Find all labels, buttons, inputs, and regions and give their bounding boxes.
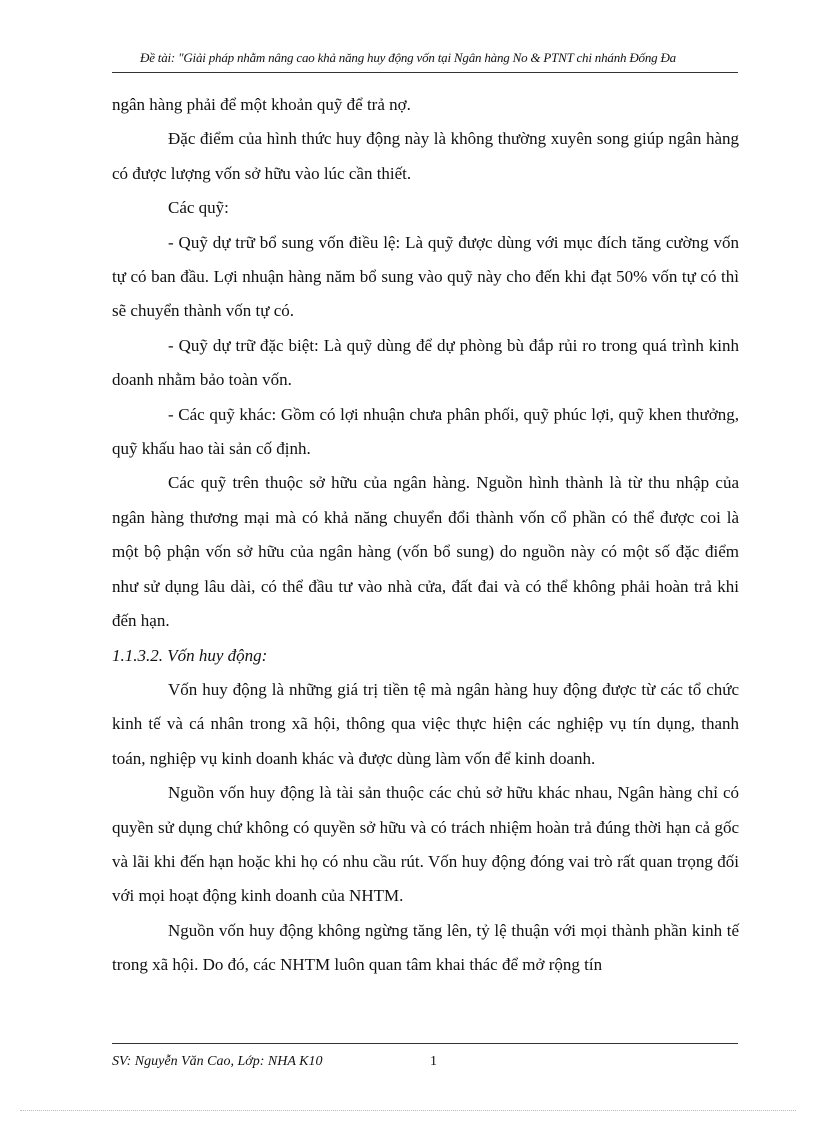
page-number: 1 xyxy=(430,1054,437,1069)
paragraph-continuation: ngân hàng phải để một khoản quỹ để trả nợ. xyxy=(112,95,411,114)
header-divider xyxy=(112,72,738,73)
list-item-fund: - Quỹ dự trữ đặc biệt: Là quỹ dùng để dự phòng bù đắp rủi ro trong quá trình kinh doanh nhằm bảo toàn vốn. xyxy=(112,335,739,390)
paragraph: Nguồn vốn huy động không ngừng tăng lên, tỷ lệ thuận với mọi thành phần kinh tế trong xã hội. Do đó, các NHTM luôn quan tâm khai thác để mở rộng tín xyxy=(112,920,739,975)
list-item-fund: - Các quỹ khác: Gồm có lợi nhuận chưa phân phối, quỹ phúc lợi, quỹ khen thưởng, quỹ khấu hao tài sản cố định. xyxy=(112,404,739,459)
paragraph-funds-intro: Các quỹ: xyxy=(168,198,229,218)
list-item-fund: - Quỹ dự trữ bổ sung vốn điều lệ: Là quỹ được dùng với mục đích tăng cường vốn tự có ban đầu. Lợi nhuận hàng năm bổ sung vào quỹ này cho đến khi đạt 50% vốn tự có thì sẽ chuyển thành vốn tự có. xyxy=(112,232,739,321)
paragraph: Đặc điểm của hình thức huy động này là không thường xuyên song giúp ngân hàng có được lượng vốn sở hữu vào lúc cần thiết. xyxy=(112,129,739,183)
running-header: Đề tài: "Giải pháp nhằm nâng cao khả năng huy động vốn tại Ngân hàng No & PTNT chi nhánh Đống Đa xyxy=(140,50,676,65)
footer-divider xyxy=(112,1043,738,1044)
document-body xyxy=(112,88,739,983)
footer-author: SV: Nguyễn Văn Cao, Lớp: NHA K10 xyxy=(112,1054,323,1069)
paragraph: Vốn huy động là những giá trị tiền tệ mà ngân hàng huy động được từ các tổ chức kinh tế và cá nhân trong xã hội, thông qua việc thực hiện các nghiệp vụ tín dụng, thanh toán, nghiệp vụ kinh doanh khác và được dùng làm vốn để kinh doanh. xyxy=(112,679,739,768)
page-boundary xyxy=(20,1110,796,1111)
section-heading: 1.1.3.2. Vốn huy động: xyxy=(112,645,268,665)
paragraph: Các quỹ trên thuộc sở hữu của ngân hàng. Nguồn hình thành là từ thu nhập của ngân hàng thương mại mà có khả năng chuyển đổi thành vốn cổ phần có thể được coi là một bộ phận vốn sở hữu của ngân hàng (vốn bổ sung) do nguồn này có một số đặc điểm như sử dụng lâu dài, có thể đầu tư vào nhà cửa, đất đai và có thể không phải hoàn trả khi đến hạn. xyxy=(112,473,739,631)
paragraph: Nguồn vốn huy động là tài sản thuộc các chủ sở hữu khác nhau, Ngân hàng chỉ có quyền sử dụng chứ không có quyền sở hữu và có trách nhiệm hoàn trả đúng thời hạn cả gốc và lãi khi đến hạn hoặc khi họ có nhu cầu rút. Vốn huy động đóng vai trò rất quan trọng đối với mọi hoạt động kinh doanh của NHTM. xyxy=(112,783,739,906)
